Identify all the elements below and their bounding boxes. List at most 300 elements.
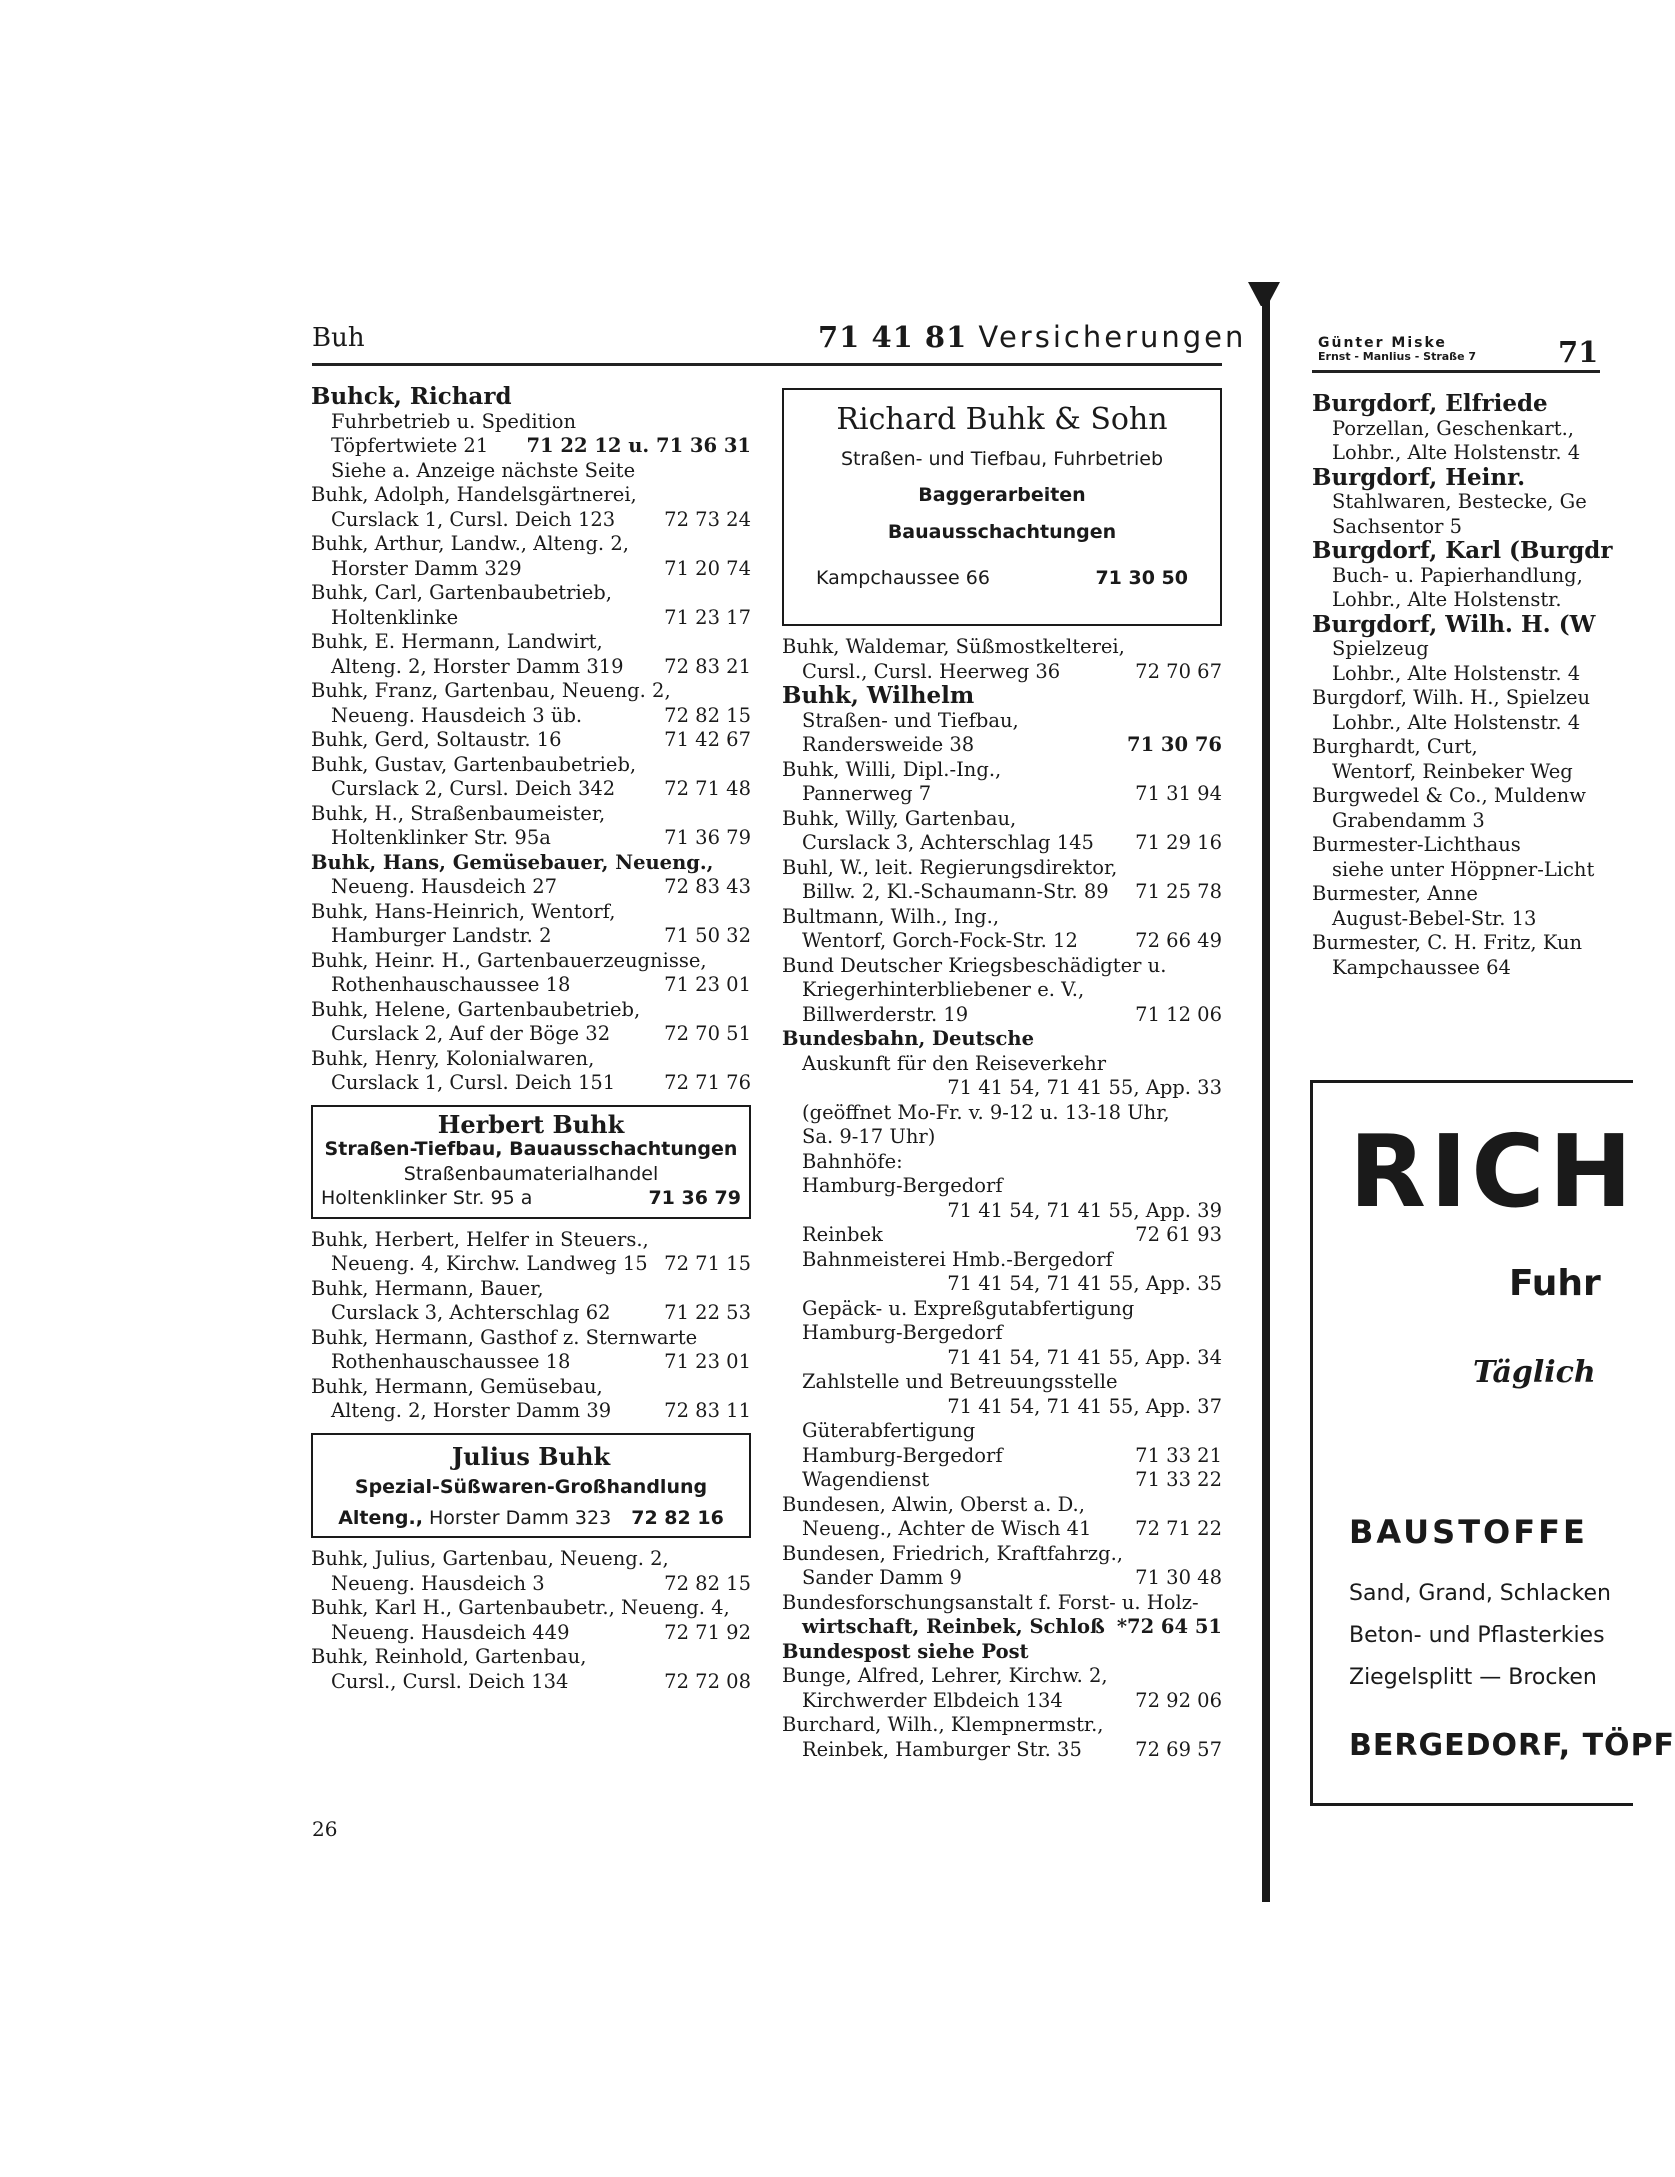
entry-address-text: Neueng. Hausdeich 27 — [331, 875, 558, 898]
entry-name — [311, 949, 751, 974]
entry-address — [782, 1566, 1222, 1591]
directory-entry — [782, 1468, 1222, 1493]
entry-name — [782, 684, 1222, 709]
directory-entry — [311, 949, 751, 998]
entry-name-text: Bundesforschungsanstalt f. Forst- u. Holz- — [782, 1590, 1199, 1614]
entry-address-text: Porzellan, Geschenkart., — [1332, 416, 1574, 440]
entry-phone: 72 82 15 — [664, 1571, 751, 1595]
entry-address — [782, 1248, 1222, 1273]
directory-entry — [782, 1297, 1222, 1322]
entry-name-text: Burgdorf, Heinr. — [1312, 463, 1526, 491]
entry-address-text: Sander Damm 9 — [802, 1566, 962, 1589]
entry-name — [782, 807, 1222, 832]
directory-entry — [782, 1052, 1222, 1077]
entry-address — [311, 1670, 751, 1695]
directory-entry — [1312, 882, 1612, 931]
entry-address-text: Bahnmeisterei Hmb.-Bergedorf — [802, 1247, 1113, 1271]
directory-entry — [311, 630, 751, 679]
directory-entry — [782, 1101, 1222, 1126]
directory-entry — [782, 1174, 1222, 1199]
entry-address-text: Curslack 3, Achterschlag 145 — [802, 831, 1094, 854]
directory-entry — [311, 998, 751, 1047]
entry-name — [782, 635, 1222, 660]
entry-address — [311, 1399, 751, 1424]
entry-address-text: Alteng. 2, Horster Damm 39 — [331, 1399, 612, 1422]
entry-name-text: Buhk, Helene, Gartenbaubetrieb, — [311, 997, 641, 1021]
ad-brand: RICH — [1349, 1113, 1637, 1230]
entry-name-text: Buhk, Hermann, Bauer, — [311, 1276, 544, 1300]
entry-phone: 72 72 08 — [664, 1669, 751, 1693]
entry-address-text: Straßen- und Tiefbau, — [802, 708, 1019, 732]
entry-address — [1312, 760, 1612, 785]
entry-address-text: Billwerderstr. 19 — [802, 1002, 969, 1026]
ad-phone: 71 36 79 — [648, 1187, 741, 1209]
directory-entry — [782, 1640, 1222, 1665]
entry-address — [782, 1174, 1222, 1199]
entry-phone: 71 31 94 — [1135, 782, 1222, 805]
entry-address — [782, 1199, 1222, 1224]
entry-address-text: Curslack 2, Cursl. Deich 342 — [331, 777, 616, 800]
ad-footer — [816, 566, 1188, 591]
entry-address — [782, 1346, 1222, 1371]
directory-entry — [311, 1375, 751, 1424]
entry-phone: 72 71 76 — [664, 1071, 751, 1094]
entry-address — [782, 1125, 1222, 1150]
entry-name — [311, 1645, 751, 1670]
directory-entry — [1312, 441, 1612, 466]
page-divider — [1262, 282, 1270, 1902]
ad-title: Herbert Buhk — [437, 1109, 625, 1139]
entry-name — [311, 1047, 751, 1072]
entry-address — [782, 1468, 1222, 1493]
entry-address — [782, 1076, 1222, 1101]
entry-address-text: Grabendamm 3 — [1332, 808, 1485, 832]
ad-line: Straßenbaumaterialhandel — [403, 1162, 659, 1185]
entry-address — [782, 1150, 1222, 1175]
ad-address-bold: Alteng., — [338, 1506, 423, 1529]
entry-address-text: siehe unter Höppner-Licht — [1332, 857, 1595, 881]
right-header-number: 71 — [1558, 335, 1599, 369]
entry-name — [311, 1375, 751, 1400]
entry-name — [311, 802, 751, 827]
ad-title: Julius Buhk — [451, 1441, 611, 1471]
entry-address — [1312, 515, 1612, 540]
directory-entry — [311, 532, 751, 581]
entry-phone: 72 69 57 — [1135, 1737, 1222, 1761]
entry-name — [311, 851, 751, 876]
entry-phone: 72 92 06 — [1135, 1688, 1222, 1712]
entry-address-text: Zahlstelle und Betreuungsstelle — [802, 1370, 1118, 1393]
entry-address — [782, 1297, 1222, 1322]
entry-address-text: Rothenhauschaussee 18 — [331, 973, 571, 996]
right-header-ad-line2: Ernst - Manlius - Straße 7 — [1318, 350, 1477, 363]
directory-entry — [311, 679, 751, 728]
entry-name-text: Buhk, Willy, Gartenbau, — [782, 806, 1017, 830]
entry-name — [311, 900, 751, 925]
entry-address — [1312, 858, 1612, 883]
entry-name-text: Buhk, Franz, Gartenbau, Neueng. 2, — [311, 679, 671, 702]
entry-address — [782, 733, 1222, 758]
directory-entry — [782, 1493, 1222, 1542]
entry-address — [311, 1252, 751, 1277]
ad-footer: BERGEDORF, TÖPF — [1349, 1728, 1675, 1763]
column-1-entries-a — [311, 385, 751, 1096]
entry-phone: 71 42 67 — [664, 728, 751, 751]
ad-address: Holtenklinker Str. 95 a — [321, 1187, 533, 1209]
entry-address — [1312, 417, 1612, 442]
ad-richard-buhk-sohn — [782, 388, 1222, 626]
entry-phone: 71 50 32 — [664, 924, 751, 947]
entry-name-text: Bundesen, Alwin, Oberst a. D., — [782, 1492, 1085, 1516]
ad-line: Bauausschachtungen — [887, 520, 1117, 543]
entry-name-text: Buhk, Wilhelm — [782, 682, 975, 709]
entry-phone: 72 71 92 — [664, 1620, 751, 1644]
directory-entry — [782, 807, 1222, 856]
entry-name-text: Burgdorf, Wilh. H. (W — [1312, 610, 1596, 638]
entry-phone: 72 83 43 — [664, 875, 751, 898]
directory-entry — [311, 753, 751, 802]
entry-address — [311, 459, 751, 484]
entry-address-text: August-Bebel-Str. 13 — [1332, 906, 1537, 930]
header-phone: 71 41 81 — [818, 320, 968, 354]
entry-name — [311, 1326, 751, 1351]
entry-phone: 71 30 48 — [1135, 1566, 1222, 1589]
column-2 — [782, 388, 1222, 1762]
entry-address-text: Curslack 3, Achterschlag 62 — [331, 1301, 611, 1324]
directory-entry — [782, 733, 1222, 758]
entry-address — [782, 831, 1222, 856]
entry-address-text: Wentorf, Gorch-Fock-Str. 12 — [802, 929, 1078, 952]
entry-phone: 71 30 76 — [1127, 733, 1222, 756]
entry-name — [782, 1640, 1222, 1665]
entry-address-text: Reinbek, Hamburger Str. 35 — [802, 1737, 1082, 1761]
entry-address-text: Cursl., Cursl. Heerweg 36 — [802, 659, 1061, 683]
entry-phone: 71 36 79 — [664, 826, 751, 849]
entry-address-text: Siehe a. Anzeige nächste Seite — [331, 458, 636, 482]
directory-entry — [782, 635, 1222, 684]
entry-name-text: Buhk, Julius, Gartenbau, Neueng. 2, — [311, 1547, 669, 1570]
entry-name — [782, 1591, 1222, 1616]
entry-address — [782, 1272, 1222, 1297]
ad-heading: BAUSTOFFE — [1349, 1513, 1588, 1551]
ad-address: Horster Damm 323 — [428, 1506, 612, 1529]
entry-address — [311, 508, 751, 533]
entry-phone: 71 41 54, 71 41 55, App. 34 — [947, 1345, 1222, 1369]
directory-entry — [1312, 515, 1612, 540]
entry-address-text: Neueng. Hausdeich 449 — [331, 1620, 570, 1644]
entry-address — [1312, 490, 1612, 515]
entry-phone: 72 73 24 — [664, 507, 751, 531]
entry-address — [311, 1022, 751, 1047]
entry-name-text: Buhk, Hans, Gemüsebauer, Neueng., — [311, 850, 714, 874]
entry-name — [782, 1542, 1222, 1567]
entry-address-text: Wagendienst — [802, 1468, 930, 1491]
entry-address-text: Neueng. 4, Kirchw. Landweg 15 — [331, 1252, 648, 1275]
header-text: Versicherungen — [978, 320, 1247, 354]
entry-address — [782, 978, 1222, 1003]
entry-name-text: Buhk, Carl, Gartenbaubetrieb, — [311, 581, 612, 604]
entry-address — [1312, 637, 1612, 662]
entry-address — [782, 1101, 1222, 1126]
entry-name — [1312, 686, 1612, 711]
entry-name-text: Bultmann, Wilh., Ing., — [782, 904, 1000, 928]
entry-name-text: Buhk, Hans-Heinrich, Wentorf, — [311, 899, 616, 923]
directory-entry — [782, 1272, 1222, 1297]
entry-phone: 72 66 49 — [1135, 929, 1222, 952]
entry-name-text: Buhk, Arthur, Landw., Alteng. 2, — [311, 532, 629, 555]
entry-address-text: Hamburg-Bergedorf — [802, 1321, 1003, 1344]
directory-entry — [782, 856, 1222, 905]
entry-address-text: Lohbr., Alte Holstenstr. 4 — [1332, 441, 1581, 464]
entry-address — [311, 777, 751, 802]
directory-entry — [782, 1125, 1222, 1150]
entry-address — [1312, 956, 1612, 981]
entry-name — [311, 581, 751, 606]
directory-entry — [782, 1076, 1222, 1101]
entry-address-text: Güterabfertigung — [802, 1419, 976, 1442]
entry-address — [1312, 564, 1612, 589]
entry-address — [1312, 907, 1612, 932]
directory-entry — [782, 1199, 1222, 1224]
entry-name — [1312, 610, 1612, 638]
directory-entry — [311, 1047, 751, 1096]
entry-address — [311, 1572, 751, 1597]
entry-address-text: Lohbr., Alte Holstenstr. 4 — [1332, 710, 1581, 734]
directory-entry — [311, 728, 751, 753]
entry-address — [782, 1395, 1222, 1420]
entry-name — [311, 483, 751, 508]
directory-entry — [1312, 588, 1612, 613]
directory-entry — [311, 1326, 751, 1375]
directory-entry — [311, 802, 751, 851]
entry-address-text: Lohbr., Alte Holstenstr. 4 — [1332, 661, 1581, 685]
entry-address — [311, 557, 751, 582]
entry-address — [782, 1615, 1222, 1640]
entry-address — [782, 709, 1222, 734]
entry-phone: 72 70 67 — [1135, 659, 1222, 683]
entry-name-text: Buhk, Herbert, Helfer in Steuers., — [311, 1227, 649, 1251]
entry-name-text: Buhk, Willi, Dipl.-Ing., — [782, 757, 1002, 781]
entry-name — [311, 630, 751, 655]
entry-address — [782, 660, 1222, 685]
entry-name-text: Buhk, Waldemar, Süßmostkelterei, — [782, 635, 1125, 658]
entry-name — [1312, 392, 1612, 417]
entry-address — [782, 929, 1222, 954]
directory-entry — [782, 758, 1222, 807]
entry-phone: 71 22 12 u. 71 36 31 — [526, 434, 751, 457]
ad-footer — [321, 1506, 741, 1531]
entry-address-text: Alteng. 2, Horster Damm 319 — [331, 654, 624, 678]
entry-address-text: Cursl., Cursl. Deich 134 — [331, 1669, 569, 1693]
ad-tagline: Täglich — [1473, 1355, 1596, 1390]
directory-entry — [1312, 490, 1612, 515]
entry-address — [311, 1301, 751, 1326]
entry-address — [782, 1223, 1222, 1248]
entry-address — [311, 875, 751, 900]
entry-name-text: Buhk, Adolph, Handelsgärtnerei, — [311, 483, 637, 506]
entry-address-text: Lohbr., Alte Holstenstr. — [1332, 588, 1562, 611]
entry-name — [311, 679, 751, 704]
entry-address — [1312, 711, 1612, 736]
entry-name-text: Buhck, Richard — [311, 383, 512, 410]
directory-entry — [311, 410, 751, 435]
column-3-entries — [1312, 392, 1612, 980]
page-header-left: Buh — [312, 323, 365, 353]
entry-name-text: Burgdorf, Karl (Burgdr — [1312, 537, 1613, 564]
entry-name — [1312, 882, 1612, 907]
directory-entry — [311, 385, 751, 410]
directory-entry — [782, 1248, 1222, 1273]
entry-name — [782, 1713, 1222, 1738]
directory-entry — [782, 954, 1222, 1003]
column-2-entries — [782, 635, 1222, 1762]
ad-line: Baggerarbeiten — [918, 484, 1086, 506]
right-header-ad-line1: Günter Miske — [1318, 335, 1447, 351]
entry-name — [1312, 784, 1612, 809]
ad-item: Beton- und Pflasterkies — [1349, 1623, 1605, 1648]
entry-address-text: Kirchwerder Elbdeich 134 — [802, 1688, 1063, 1712]
column-1-entries-c — [311, 1547, 751, 1694]
ad-subheading: Fuhr — [1509, 1263, 1601, 1304]
entry-name — [782, 905, 1222, 930]
directory-entry — [782, 1419, 1222, 1444]
entry-name — [311, 385, 751, 410]
entry-name-text: Bundesen, Friedrich, Kraftfahrzg., — [782, 1541, 1123, 1565]
ad-line: Straßen-Tiefbau, Bauausschachtungen — [324, 1138, 738, 1160]
entry-address — [1312, 809, 1612, 834]
directory-entry — [782, 684, 1222, 709]
entry-address-text: Neueng. Hausdeich 3 — [331, 1571, 545, 1595]
column-1-entries-b — [311, 1228, 751, 1424]
entry-address — [782, 1689, 1222, 1714]
entry-address — [311, 973, 751, 998]
directory-entry — [782, 1027, 1222, 1052]
ad-line: Spezial-Süßwaren-Großhandlung — [354, 1476, 708, 1498]
entry-address-text: Sachsentor 5 — [1332, 514, 1463, 538]
entry-address-text: Wentorf, Reinbeker Weg — [1332, 759, 1573, 783]
directory-entry — [782, 1395, 1222, 1420]
directory-entry — [1312, 735, 1612, 784]
entry-address-text: Hamburger Landstr. 2 — [331, 924, 552, 947]
directory-entry — [1312, 662, 1612, 687]
ad-item: Sand, Grand, Schlacken — [1349, 1581, 1611, 1606]
entry-name-text: Bundesbahn, Deutsche — [782, 1027, 1034, 1050]
entry-name — [782, 1493, 1222, 1518]
directory-entry — [311, 459, 751, 484]
directory-entry — [1312, 833, 1612, 882]
ad-line: Straßen- und Tiefbau, Fuhrbetrieb — [840, 447, 1164, 470]
entry-address-text: Fuhrbetrieb u. Spedition — [331, 409, 577, 433]
entry-name-text: Burmester, C. H. Fritz, Kun — [1312, 931, 1583, 954]
entry-address-text: Bahnhöfe: — [802, 1149, 903, 1173]
entry-address — [782, 782, 1222, 807]
entry-name-text: Buhk, Heinr. H., Gartenbauerzeugnisse, — [311, 948, 707, 972]
entry-name — [782, 758, 1222, 783]
entry-phone: 71 41 54, 71 41 55, App. 35 — [947, 1272, 1222, 1295]
entry-phone: *72 64 51 — [1116, 1615, 1222, 1638]
entry-name — [782, 856, 1222, 881]
entry-name — [782, 954, 1222, 979]
entry-address-text: Hamburg-Bergedorf — [802, 1174, 1003, 1197]
entry-name-text: Buhl, W., leit. Regierungsdirektor, — [782, 855, 1118, 879]
entry-address — [311, 410, 751, 435]
entry-address — [1312, 588, 1612, 613]
ad-phone: 71 30 50 — [1095, 567, 1188, 589]
ad-herbert-buhk — [311, 1105, 751, 1219]
entry-name — [1312, 735, 1612, 760]
entry-address-text: Holtenklinke — [331, 605, 459, 629]
directory-entry — [311, 581, 751, 630]
entry-name — [311, 1228, 751, 1253]
entry-address — [782, 1321, 1222, 1346]
entry-address — [311, 924, 751, 949]
directory-entry — [311, 1228, 751, 1277]
entry-name-text: Burgdorf, Wilh. H., Spielzeu — [1312, 686, 1591, 709]
directory-entry — [1312, 610, 1612, 638]
entry-address — [782, 1003, 1222, 1028]
entry-address — [782, 1517, 1222, 1542]
entry-name-text: Burmester, Anne — [1312, 882, 1478, 905]
directory-entry — [782, 1370, 1222, 1395]
entry-phone: 72 83 11 — [664, 1399, 751, 1422]
header-rule — [312, 363, 1222, 366]
directory-entry — [311, 900, 751, 949]
entry-phone: 72 70 51 — [664, 1022, 751, 1045]
directory-entry — [782, 1223, 1222, 1248]
entry-phone: 72 71 15 — [664, 1252, 751, 1275]
entry-phone: 71 22 53 — [664, 1301, 751, 1324]
entry-name — [1312, 833, 1612, 858]
directory-entry — [1312, 686, 1612, 735]
entry-name — [311, 728, 751, 753]
column-1 — [311, 385, 751, 1694]
entry-phone: 71 41 54, 71 41 55, App. 39 — [947, 1198, 1222, 1222]
entry-address-text: Auskunft für den Reiseverkehr — [802, 1051, 1107, 1075]
entry-address-text: Kampchaussee 64 — [1332, 955, 1511, 979]
entry-name-text: Bundespost siehe Post — [782, 1639, 1029, 1663]
directory-entry — [782, 905, 1222, 954]
entry-name-text: Buhk, Karl H., Gartenbaubetr., Neueng. 4, — [311, 1596, 730, 1619]
entry-address — [782, 1419, 1222, 1444]
directory-entry — [311, 434, 751, 459]
directory-entry — [1312, 539, 1612, 564]
entry-address — [782, 1052, 1222, 1077]
ad-title: Richard Buhk & Sohn — [836, 402, 1168, 437]
entry-phone: 72 83 21 — [664, 654, 751, 678]
entry-name — [311, 1277, 751, 1302]
entry-name-text: Buhk, H., Straßenbaumeister, — [311, 801, 606, 825]
entry-address-text: Holtenklinker Str. 95a — [331, 826, 551, 849]
entry-name-text: Buhk, Reinhold, Gartenbau, — [311, 1645, 587, 1668]
entry-phone: 71 20 74 — [664, 556, 751, 580]
directory-entry — [782, 1346, 1222, 1371]
entry-address — [311, 1621, 751, 1646]
page-header-center — [818, 320, 1246, 354]
entry-phone: 72 71 48 — [664, 777, 751, 800]
entry-address-text: Gepäck- u. Expreßgutabfertigung — [802, 1296, 1135, 1320]
entry-address-text: Buch- u. Papierhandlung, — [1332, 563, 1583, 587]
directory-entry — [782, 1321, 1222, 1346]
entry-name-text: Buhk, Gustav, Gartenbaubetrieb, — [311, 752, 637, 776]
entry-address-text: Curslack 1, Cursl. Deich 151 — [331, 1071, 616, 1094]
entry-address-text: Curslack 2, Auf der Böge 32 — [331, 1022, 611, 1045]
ad-footer — [321, 1186, 741, 1211]
entry-address — [782, 880, 1222, 905]
entry-name-text: Burgdorf, Elfriede — [1312, 390, 1548, 417]
entry-name-text: Burghardt, Curt, — [1312, 735, 1478, 758]
entry-address — [311, 1071, 751, 1096]
ad-julius-buhk — [311, 1433, 751, 1539]
